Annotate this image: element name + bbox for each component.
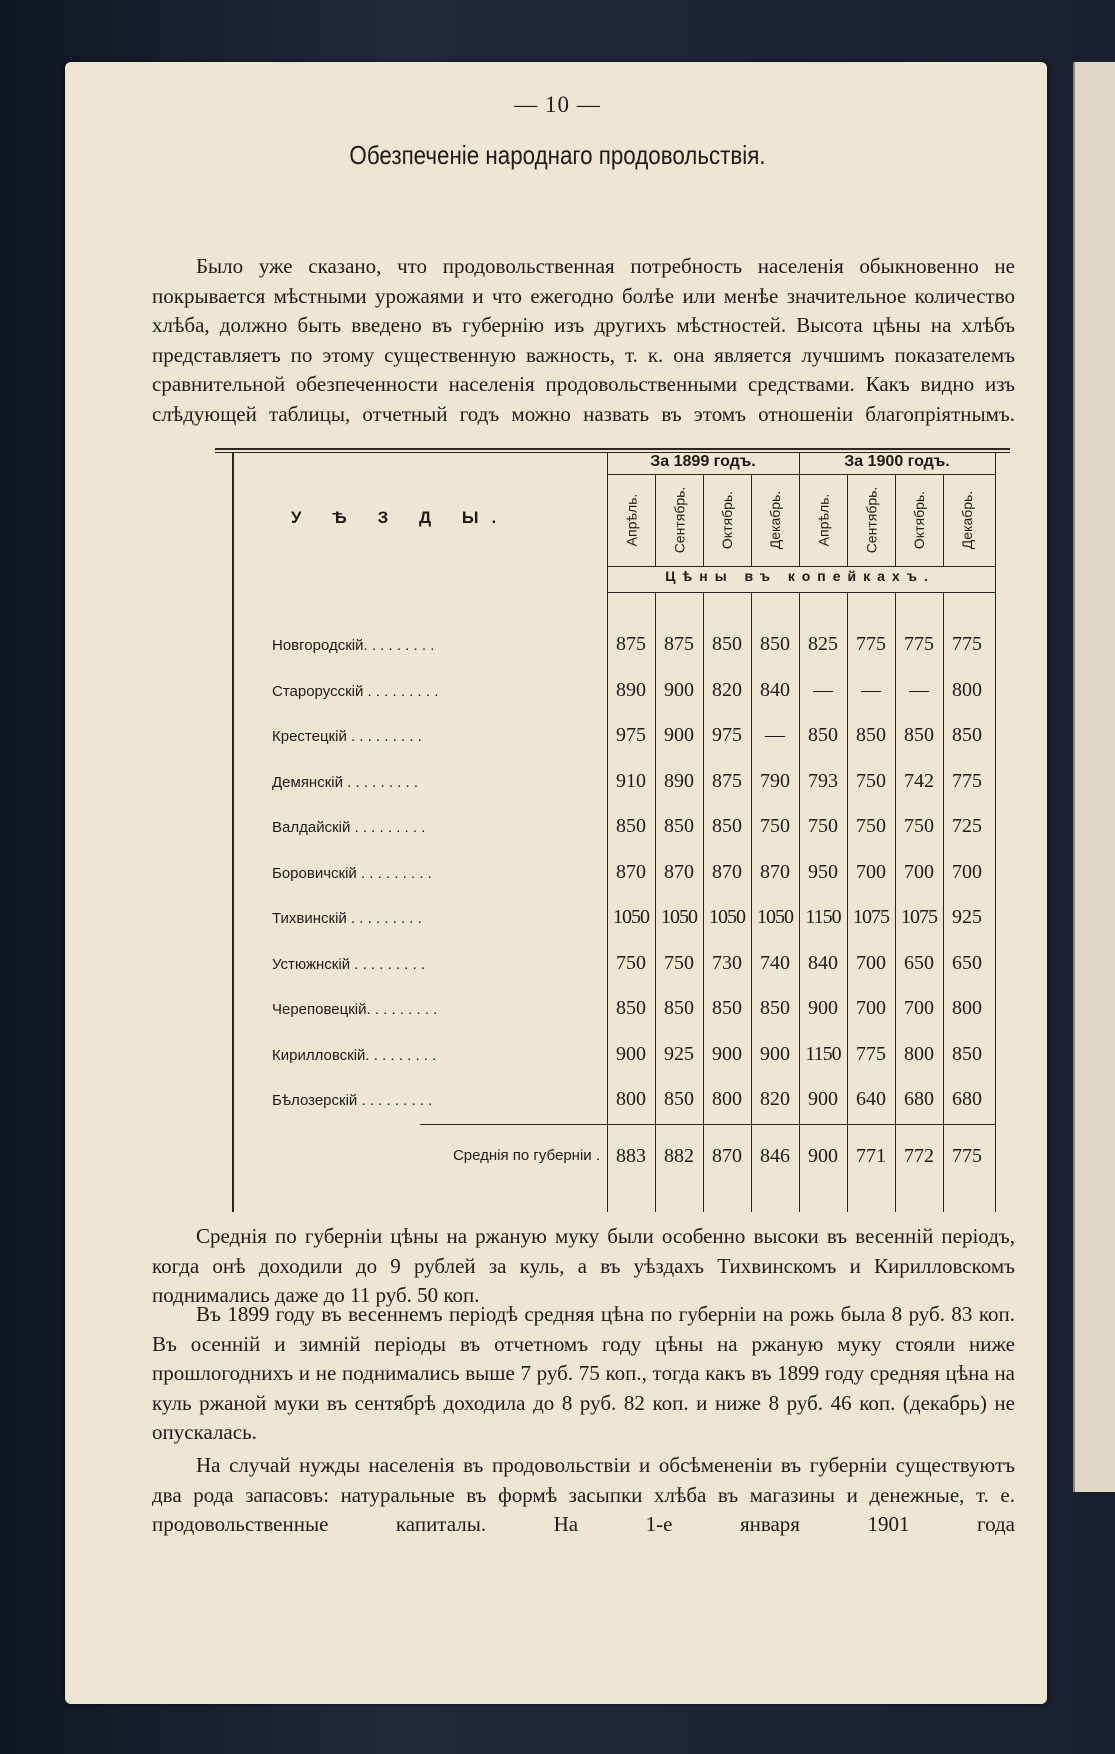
price-cell: 775 [904,633,934,655]
district-label: Демянскій . . . . . . . . . [272,774,419,791]
district-name [272,1001,572,1018]
district-name [272,910,572,927]
month-header: Декабрь. [959,490,976,550]
month-header: Октябрь. [911,490,927,550]
district-label: Бѣлозерскій . . . . . . . . . [272,1092,433,1109]
district-label: Крестецкій . . . . . . . . . [272,728,422,745]
price-cell: 1075 [853,906,889,928]
price-cell: 870 [616,861,646,883]
price-cell: 800 [904,1043,934,1065]
price-cell: 775 [856,633,886,655]
price-cell: 900 [664,724,694,746]
price-cell: 750 [616,952,646,974]
price-cell: 1150 [805,906,841,928]
price-cell: 793 [808,770,838,792]
price-cell: 680 [952,1088,982,1110]
price-cell: 725 [952,815,982,837]
price-cell: 800 [952,679,982,701]
price-cell: 775 [952,633,982,655]
price-cell: 850 [712,815,742,837]
price-cell: 850 [808,724,838,746]
price-cell: 650 [904,952,934,974]
price-cell: 1050 [661,906,697,928]
price-cell: 850 [952,1043,982,1065]
district-label: Устюжнскій . . . . . . . . . [272,956,426,973]
price-cell: 870 [760,861,790,883]
price-cell: 900 [760,1043,790,1065]
price-cell: 925 [664,1043,694,1065]
body-paragraph-2: Въ 1899 году въ весеннемъ періодѣ средняя цѣна по губерніи на рожь была 8 руб. 83 коп. Въ осенній и зимній періоды въ отчетномъ году цѣны на ржаную муку стояли ниже прошлогоднихъ и не поднимались выше 7 руб. 75 коп., тогда какъ въ 1899 году средняя цѣна на куль ржаной муки въ сентябрѣ доходила до 8 руб. 82 коп. и ниже 8 руб. 46 коп. (декабрь) не опускалась. [152,1302,1015,1444]
average-cell: 882 [664,1145,694,1167]
price-cell: — [765,724,785,746]
price-cell: 900 [712,1043,742,1065]
price-cell: 1075 [901,906,937,928]
district-label: Боровичскій . . . . . . . . . [272,865,432,882]
district-label: Тихвинскій . . . . . . . . . [272,910,422,927]
district-label: Череповецкій. . . . . . . . . [272,1001,438,1018]
price-cell: 850 [616,997,646,1019]
average-cell: 846 [760,1145,790,1167]
price-cell: 820 [760,1088,790,1110]
price-cell: 910 [616,770,646,792]
price-cell: 1150 [805,1043,841,1065]
district-name [272,1092,572,1109]
price-cell: 775 [856,1043,886,1065]
price-cell: 700 [856,952,886,974]
price-cell: 850 [904,724,934,746]
district-name [272,865,572,882]
price-cell: 700 [952,861,982,883]
price-cell: 730 [712,952,742,974]
price-cell: 800 [616,1088,646,1110]
price-cell: 870 [664,861,694,883]
price-cell: 740 [760,952,790,974]
district-name [272,774,572,791]
price-cell: 700 [904,861,934,883]
price-cell: 850 [664,1088,694,1110]
district-name [272,956,572,973]
price-cell: 790 [760,770,790,792]
price-cell: 750 [856,770,886,792]
average-cell: 775 [952,1145,982,1167]
price-cell: 775 [952,770,982,792]
average-cell: 870 [712,1145,742,1167]
price-cell: 850 [616,815,646,837]
price-cell: 1050 [709,906,745,928]
intro-paragraph: Было уже сказано, что продовольственная потребность населенія обыкновенно не покрывается мѣстными урожаями и что ежегодно болѣе или менѣе значительное количество хлѣба, должно быть введено въ губернію изъ другихъ мѣстностей. Высота цѣны на хлѣбъ представляетъ по этому существенную важность, т. к. она является лучшимъ показателемъ сравнительной обезпеченности населенія продовольственными средствами. Какъ видно изъ слѣдующей таблицы, отчетный годъ можно назвать въ этомъ отношеніи благопріятнымъ. [152,254,1015,426]
district-name [272,728,572,745]
price-cell: 900 [808,997,838,1019]
price-cell: 875 [664,633,694,655]
price-cell: — [861,679,881,701]
district-label: Валдайскій . . . . . . . . . [272,819,426,836]
price-cell: 800 [712,1088,742,1110]
price-cell: 900 [616,1043,646,1065]
price-cell: 825 [808,633,838,655]
month-header: Декабрь. [767,490,784,550]
page-number: — 10 — [514,92,601,117]
price-cell: 850 [664,815,694,837]
price-cell: 700 [904,997,934,1019]
month-header: Сентябрь. [863,486,880,554]
price-cell: 870 [712,861,742,883]
price-cell: 850 [856,724,886,746]
price-cell: 1050 [613,906,649,928]
month-header: Апрѣль. [815,493,832,547]
district-name [272,637,572,654]
next-page-edge [1073,62,1115,1492]
district-label: Новгородскій. . . . . . . . . [272,637,435,654]
price-cell: 750 [856,815,886,837]
average-cell: 900 [808,1145,838,1167]
price-cell: 680 [904,1088,934,1110]
average-cell: 772 [904,1145,934,1167]
price-cell: 750 [904,815,934,837]
price-cell: 850 [760,633,790,655]
price-cell: 742 [904,770,934,792]
body-paragraph-3: На случай нужды населенія въ продовольствіи и обсѣмененіи въ губерніи существуютъ два рода запасовъ: натуральные въ формѣ засыпки хлѣба въ магазины и денежные, т. е. продовольственные капиталы. На 1-е января 1901 года [152,1453,1015,1536]
average-label: Среднія по губерніи . [452,1147,600,1164]
average-cell: 771 [856,1145,886,1167]
price-cell: 850 [760,997,790,1019]
price-cell: 1050 [757,906,793,928]
price-cell: 875 [712,770,742,792]
price-cell: 700 [856,861,886,883]
price-cell: 925 [952,906,982,928]
price-cell: 750 [808,815,838,837]
price-cell: 840 [808,952,838,974]
price-cell: 890 [664,770,694,792]
unit-header: Цѣны въ копейкахъ. [665,568,935,584]
average-cell: 883 [616,1145,646,1167]
price-cell: 750 [664,952,694,974]
price-cell: 640 [856,1088,886,1110]
price-cell: 850 [664,997,694,1019]
price-cell: 850 [952,724,982,746]
districts-header: У Ѣ З Д Ы. [290,508,510,527]
page-heading: Обезпеченіе народнаго продовольствія. [349,140,766,170]
month-header: Октябрь. [719,490,735,550]
price-cell: 975 [616,724,646,746]
price-cell: 650 [952,952,982,974]
price-cell: 900 [808,1088,838,1110]
district-label: Старорусскій . . . . . . . . . [272,683,439,700]
district-name [272,819,572,836]
price-cell: 700 [856,997,886,1019]
price-cell: — [909,679,929,701]
price-cell: 875 [616,633,646,655]
price-cell: 850 [712,633,742,655]
price-cell: 975 [712,724,742,746]
month-header: Апрѣль. [623,493,640,547]
year-header-1900: За 1900 годъ. [844,453,950,470]
price-cell: 850 [712,997,742,1019]
price-cell: 950 [808,861,838,883]
year-header-1899: За 1899 годъ. [650,453,756,470]
month-header: Сентябрь. [671,486,688,554]
price-cell: 820 [712,679,742,701]
price-cell: 900 [664,679,694,701]
district-name [272,1047,572,1064]
district-name [272,683,572,700]
price-cell: 840 [760,679,790,701]
price-cell: 750 [760,815,790,837]
price-cell: — [813,679,833,701]
price-cell: 800 [952,997,982,1019]
price-cell: 890 [616,679,646,701]
body-paragraph-1: Среднія по губерніи цѣны на ржаную муку были особенно высоки въ весенній періодъ, когда онѣ доходили до 9 рублей за куль, а въ уѣздахъ Тихвинскомъ и Кирилловскомъ поднимались даже до 11 руб. 50 коп. [152,1224,1015,1307]
district-label: Кирилловскій. . . . . . . . . [272,1047,437,1064]
